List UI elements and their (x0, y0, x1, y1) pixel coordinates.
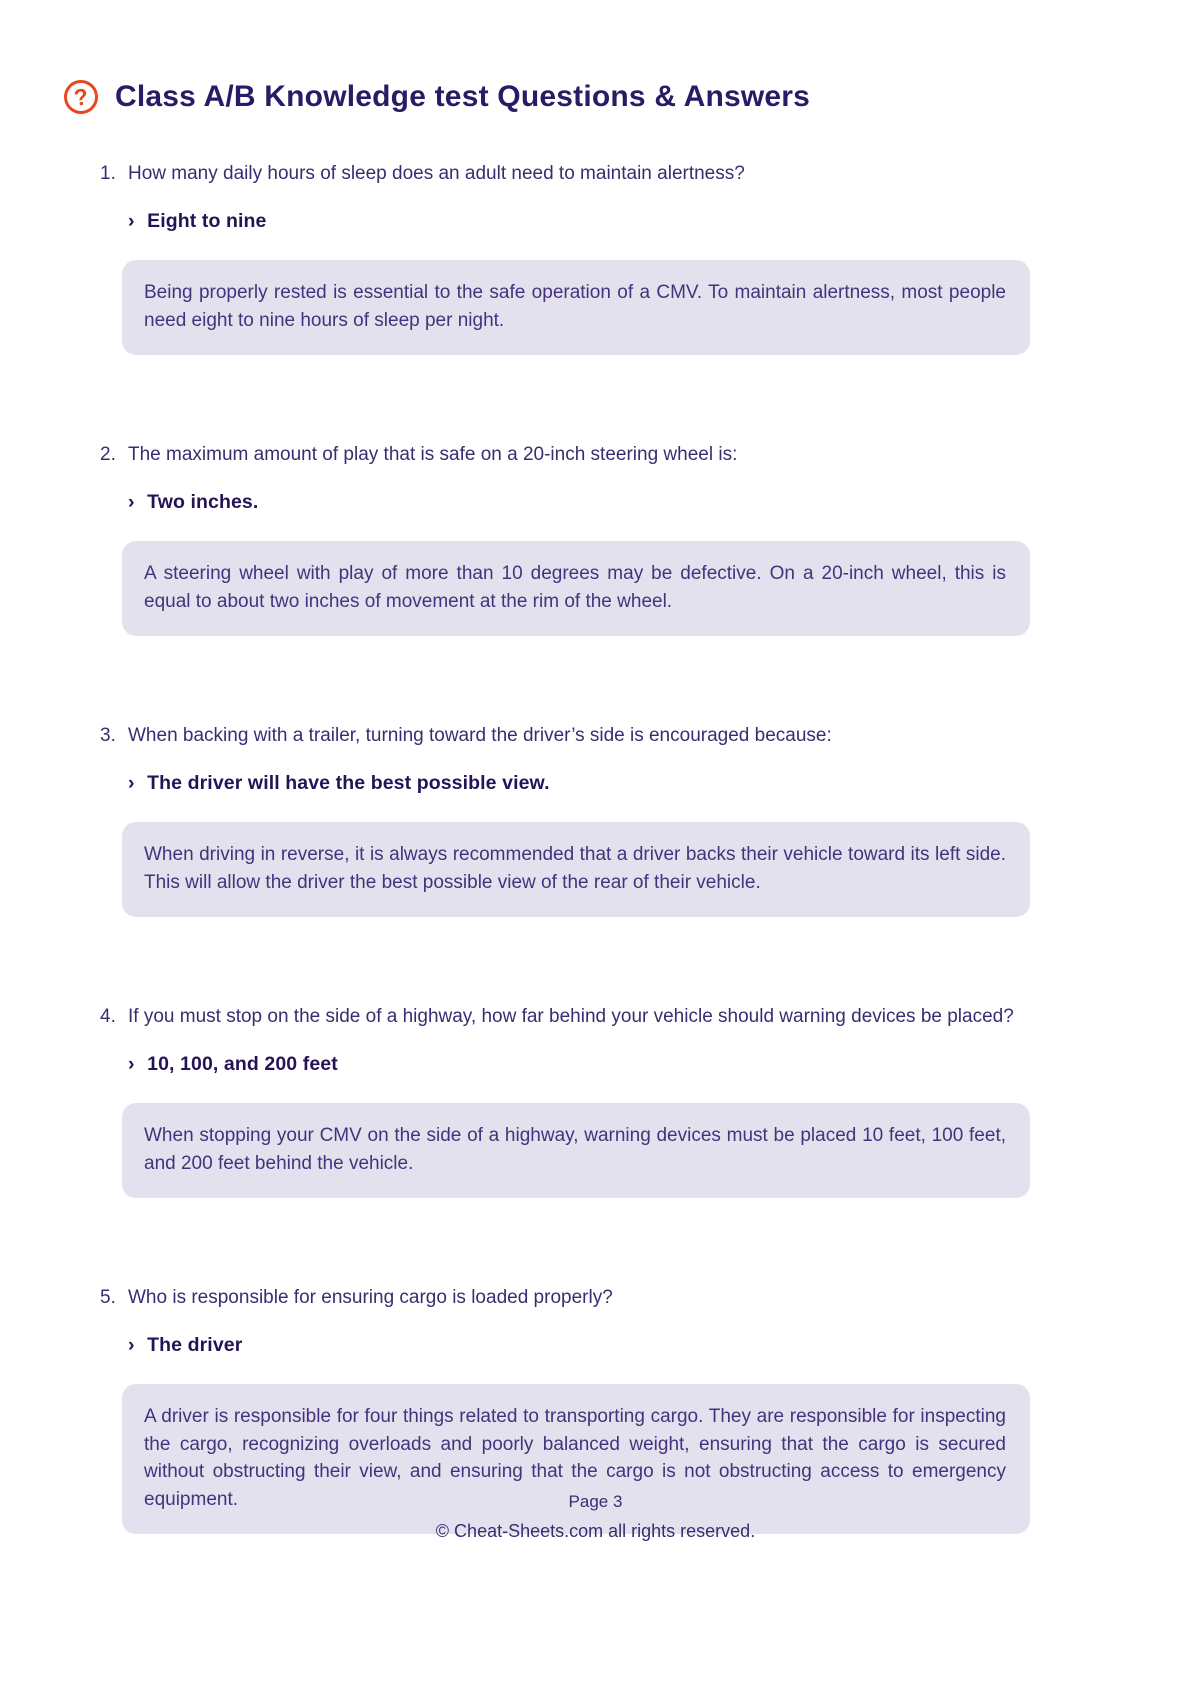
answer-text: The driver (147, 1334, 243, 1357)
question-mark-circle-icon: ? (62, 78, 100, 116)
explanation-3: When driving in reverse, it is always recommended that a driver backs their vehicle toward its left side. This will allow the driver the best possible view of the rear of their vehicle. (122, 822, 1030, 917)
question-text: Who is responsible for ensuring cargo is loaded properly? (128, 1287, 613, 1309)
explanation-4: When stopping your CMV on the side of a highway, warning devices must be placed 10 feet, 100 feet, and 200 feet behind the vehicle. (122, 1103, 1030, 1198)
question-2 (100, 442, 1030, 469)
answer-1 (128, 210, 1030, 233)
question-number: 3. (100, 725, 116, 747)
page-number: Page 3 (568, 1492, 623, 1511)
answer-2 (128, 491, 1030, 514)
page-title: Class A/B Knowledge test Questions & Answers (115, 80, 811, 113)
question-5 (100, 1285, 1030, 1312)
answer-text: 10, 100, and 200 feet (147, 1053, 338, 1076)
chevron-right-icon: › (128, 772, 135, 795)
chevron-right-icon: › (128, 1334, 135, 1357)
chevron-right-icon: › (128, 209, 135, 232)
question-number: 1. (100, 163, 116, 184)
question-text: If you must stop on the side of a highway, how far behind your vehicle should warning devices be placed? (128, 1006, 1014, 1028)
page-header (64, 80, 1191, 114)
qa-block-4 (100, 1004, 1030, 1198)
question-number: 2. (100, 444, 116, 466)
question-number: 4. (100, 1006, 116, 1028)
question-text: How many daily hours of sleep does an adult need to maintain alertness? (128, 163, 745, 184)
chevron-right-icon: › (128, 491, 135, 514)
answer-text: The driver will have the best possible view. (147, 772, 550, 795)
question-1 (100, 161, 1030, 188)
question-4 (100, 1004, 1030, 1031)
explanation-2: A steering wheel with play of more than 10 degrees may be defective. On a 20-inch wheel, this is equal to about two inches of movement at the rim of the wheel. (122, 541, 1030, 636)
answer-text: Two inches. (147, 491, 259, 514)
explanation-5: A driver is responsible for four things related to transporting cargo. They are responsible for inspecting the cargo, recognizing overloads and poorly balanced weight, ensuring that the cargo is secured without obstructing their view, and ensuring that the cargo is not obstructing access to emergency equipment. (122, 1384, 1030, 1534)
answer-4 (128, 1053, 1030, 1076)
question-text: The maximum amount of play that is safe on a 20-inch steering wheel is: (128, 444, 738, 466)
question-list (100, 161, 1030, 1534)
chevron-right-icon: › (128, 1053, 135, 1076)
qa-block-1 (100, 161, 1030, 355)
copyright-notice: © Cheat-Sheets.com all rights reserved. (435, 1521, 756, 1541)
explanation-1: Being properly rested is essential to the safe operation of a CMV. To maintain alertness, most people need eight to nine hours of sleep per night. (122, 260, 1030, 355)
answer-3 (128, 772, 1030, 795)
answer-text: Eight to nine (147, 209, 267, 232)
page-footer (0, 1492, 1191, 1542)
qa-block-2 (100, 442, 1030, 636)
question-3 (100, 723, 1030, 750)
qa-block-3 (100, 723, 1030, 917)
question-number: 5. (100, 1287, 116, 1309)
answer-5 (128, 1334, 1030, 1357)
question-text: When backing with a trailer, turning toward the driver’s side is encouraged because: (128, 725, 832, 747)
